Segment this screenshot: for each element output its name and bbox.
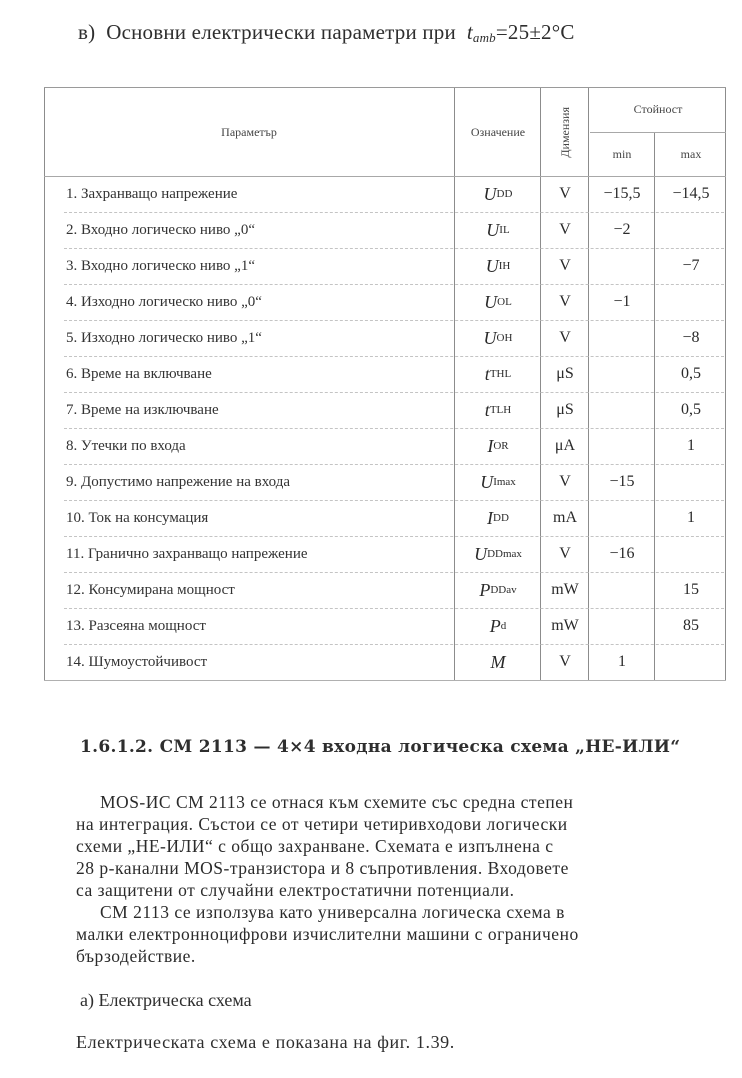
parameter-dimension: μS: [556, 365, 574, 382]
table-row: [44, 212, 726, 248]
parameter-max: −7: [682, 257, 700, 274]
symbol-subscript: OH: [496, 332, 513, 344]
header-dimension: [542, 88, 588, 176]
symbol-letter: I: [487, 435, 494, 456]
symbol-subscript: Imax: [493, 476, 516, 488]
parameter-symbol: [456, 428, 540, 464]
symbol-letter: U: [474, 543, 488, 564]
paragraph-line: MOS-ИС СМ 2113 се отнася към схемите със средна степен: [100, 792, 574, 812]
symbol-subscript: DDmax: [487, 548, 522, 560]
symbol-letter: U: [483, 183, 497, 204]
parameter-symbol: [456, 320, 540, 356]
parameter-max: 85: [683, 617, 699, 634]
parameter-symbol: [456, 464, 540, 500]
parameter-max: [656, 212, 726, 248]
parameter-dimension: V: [559, 257, 571, 274]
header-min: min: [612, 146, 632, 161]
symbol-letter: I: [487, 507, 494, 528]
symbol-subscript: DD: [493, 512, 509, 524]
parameter-name: 9. Допустимо напрежение на входа: [66, 473, 291, 490]
parameter-min: −16: [609, 545, 635, 562]
symbol-letter: U: [483, 327, 497, 348]
parameter-dimension: μS: [556, 401, 574, 418]
symbol-letter: t: [484, 399, 490, 420]
parameter-min: [590, 608, 654, 644]
table-caption: [78, 20, 575, 46]
parameter-min: [590, 572, 654, 608]
symbol-subscript: IH: [498, 260, 511, 272]
parameter-symbol: [456, 608, 540, 644]
symbol-letter: M: [490, 651, 506, 672]
paragraph-line: са защитени от случайни електростатични потенциали.: [76, 880, 515, 900]
paragraph-line: СМ 2113 се използува като универсална логическа схема в: [100, 902, 565, 922]
parameter-dimension: V: [559, 653, 571, 670]
figure-reference: Електрическата схема е показана на фиг. 1.39.: [76, 1032, 455, 1052]
paragraph-line: 28 p-канални MOS-транзистора и 8 съпротивления. Входовете: [76, 858, 569, 878]
parameter-symbol: [456, 176, 540, 212]
header-symbol: Означение: [470, 124, 526, 139]
parameter-symbol: [456, 572, 540, 608]
symbol-subscript: DDav: [490, 584, 517, 596]
parameter-dimension: V: [559, 293, 571, 310]
parameter-name: 8. Утечки по входа: [66, 437, 186, 454]
parameter-max: 1: [687, 509, 695, 526]
parameter-min: −2: [613, 221, 631, 238]
parameter-name: 5. Изходно логическо ниво „1“: [66, 329, 262, 346]
caption-variable: t: [466, 20, 473, 44]
table-row: [44, 464, 726, 500]
parameter-min: [590, 320, 654, 356]
parameter-min: 1: [618, 653, 626, 670]
paragraph-line: на интеграция. Състои се от четири четиривходови логически: [76, 814, 568, 834]
symbol-letter: P: [489, 615, 501, 636]
parameter-min: [590, 356, 654, 392]
parameter-name: 12. Консумирана мощност: [66, 581, 235, 598]
parameter-symbol: [456, 248, 540, 284]
paragraph-line: бързодействие.: [76, 946, 196, 966]
parameter-dimension: V: [559, 221, 571, 238]
caption-condition: =25±2°C: [495, 20, 575, 44]
header-divider: [590, 132, 726, 133]
parameters-table: [44, 87, 726, 681]
caption-prefix: в): [78, 20, 96, 44]
symbol-letter: U: [486, 219, 500, 240]
table-row: [44, 320, 726, 356]
symbol-subscript: OL: [497, 296, 512, 308]
parameter-min: [590, 392, 654, 428]
caption-text: Основни електрически параметри при: [106, 20, 456, 44]
parameter-max: 0,5: [681, 365, 701, 382]
parameter-dimension: V: [559, 185, 571, 202]
parameter-name: 2. Входно логическо ниво „0“: [66, 221, 255, 238]
symbol-subscript: d: [500, 620, 507, 632]
parameter-name: 1. Захранващо напрежение: [66, 185, 238, 202]
parameter-dimension: mW: [551, 581, 579, 598]
parameter-symbol: [456, 644, 540, 680]
parameter-symbol: [456, 356, 540, 392]
parameter-name: 11. Гранично захранващо напрежение: [66, 545, 308, 562]
table-row: [44, 176, 726, 212]
parameter-max: [656, 644, 726, 680]
table-row: [44, 572, 726, 608]
header-dimension-text: Димензия: [557, 106, 572, 158]
parameter-min: [590, 428, 654, 464]
symbol-letter: t: [484, 363, 490, 384]
symbol-letter: U: [485, 255, 499, 276]
symbol-subscript: OR: [493, 440, 509, 452]
header-max: max: [680, 146, 702, 161]
symbol-letter: U: [480, 471, 494, 492]
parameter-max: 15: [683, 581, 699, 598]
parameter-min: −1: [613, 293, 631, 310]
table-row: [44, 536, 726, 572]
symbol-letter: P: [479, 579, 491, 600]
parameter-min: −15: [609, 473, 635, 490]
parameter-name: 13. Разсеяна мощност: [66, 617, 206, 634]
parameter-max: −14,5: [672, 185, 710, 202]
parameter-max: [656, 284, 726, 320]
header-value: Стойност: [633, 101, 683, 116]
parameter-max: [656, 536, 726, 572]
parameter-dimension: V: [559, 473, 571, 490]
table-row: [44, 428, 726, 464]
caption-variable-subscript: amb: [472, 30, 496, 45]
table-row: [44, 392, 726, 428]
parameter-symbol: [456, 212, 540, 248]
table-row: [44, 248, 726, 284]
parameter-symbol: [456, 536, 540, 572]
parameter-max: 0,5: [681, 401, 701, 418]
parameter-name: 6. Време на включване: [66, 365, 212, 382]
table-row: [44, 608, 726, 644]
parameter-name: 7. Време на изключване: [66, 401, 219, 418]
section-title: 1.6.1.2. СМ 2113 — 4×4 входна логическа схема „НЕ-ИЛИ“: [80, 737, 681, 757]
header-parameter: Параметър: [221, 124, 277, 139]
parameter-name: 4. Изходно логическо ниво „0“: [66, 293, 262, 310]
parameter-dimension: mW: [551, 617, 579, 634]
parameter-max: −8: [682, 329, 700, 346]
table-row: [44, 644, 726, 680]
symbol-subscript: IL: [499, 224, 510, 236]
table-row: [44, 356, 726, 392]
paragraph-line: малки електронноцифрови изчислителни машини с ограничено: [76, 924, 579, 944]
parameter-max: [656, 464, 726, 500]
parameter-dimension: V: [559, 329, 571, 346]
symbol-subscript: DD: [496, 188, 513, 200]
parameter-symbol: [456, 284, 540, 320]
parameter-dimension: μA: [554, 437, 576, 454]
parameter-name: 10. Ток на консумация: [66, 509, 209, 526]
parameter-min: [590, 248, 654, 284]
parameter-dimension: V: [559, 545, 571, 562]
parameter-symbol: [456, 500, 540, 536]
sub-heading: а) Електрическа схема: [80, 990, 252, 1010]
parameter-name: 3. Входно логическо ниво „1“: [66, 257, 255, 274]
symbol-subscript: THL: [489, 368, 512, 380]
paragraph-line: схеми „НЕ-ИЛИ“ с общо захранване. Схемата е изпълнена с: [76, 836, 554, 856]
table-row: [44, 500, 726, 536]
table-row: [44, 284, 726, 320]
parameter-min: [590, 500, 654, 536]
symbol-subscript: TLH: [489, 404, 512, 416]
parameter-name: 14. Шумоустойчивост: [66, 653, 208, 670]
parameter-dimension: mA: [553, 509, 577, 526]
parameter-min: −15,5: [603, 185, 641, 202]
parameter-max: 1: [687, 437, 695, 454]
parameter-symbol: [456, 392, 540, 428]
symbol-letter: U: [484, 291, 498, 312]
